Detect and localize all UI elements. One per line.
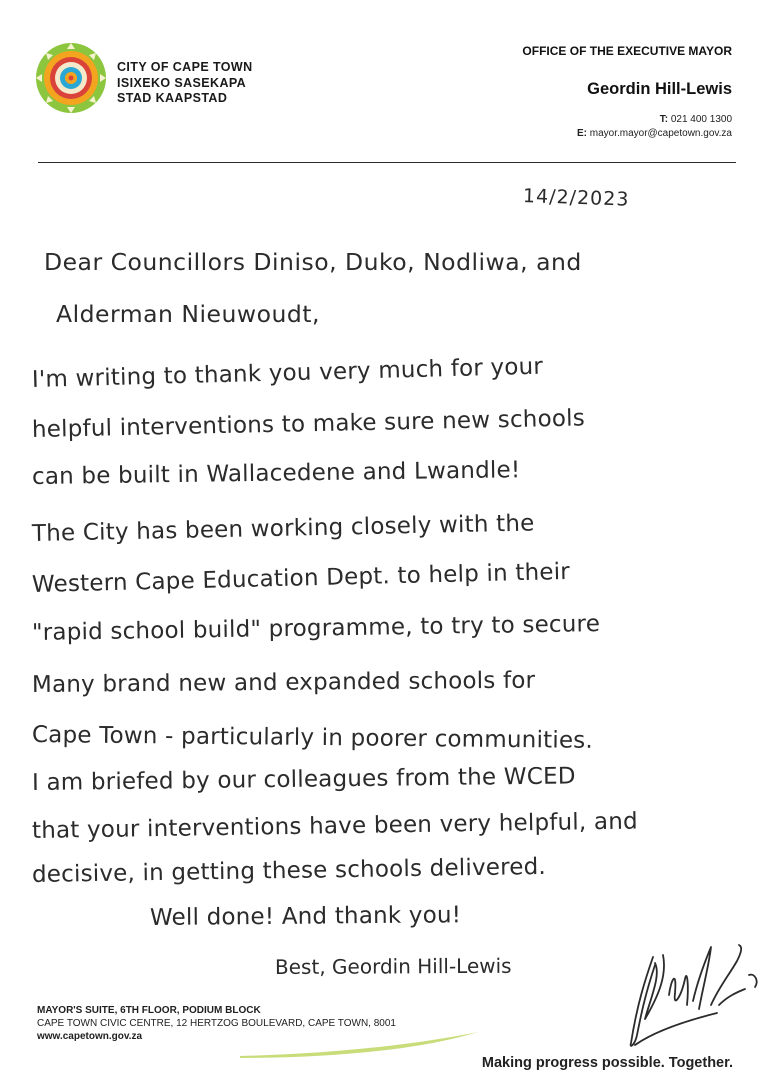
header-divider (38, 162, 736, 163)
office-title: OFFICE OF THE EXECUTIVE MAYOR (522, 44, 732, 58)
footer-suite: MAYOR'S SUITE, 6TH FLOOR, PODIUM BLOCK (37, 1005, 261, 1016)
salutation-line-2: Alderman Nieuwoudt, (56, 300, 320, 328)
letter-body-line: Western Cape Education Dept. to help in their (31, 558, 571, 598)
letter-signoff: Best, Geordin Hill-Lewis (274, 953, 512, 979)
letter-body-line: The City has been working closely with the (31, 510, 535, 547)
footer-website-link[interactable]: www.capetown.gov.za (37, 1031, 143, 1042)
city-of-cape-town-logo (34, 41, 108, 115)
letter-body-line: can be built in Wallacedene and Lwandle! (31, 457, 521, 490)
phone-line (577, 113, 732, 127)
footer-tagline: Making progress possible. Together. (481, 1055, 733, 1071)
city-name-english: CITY OF CAPE TOWN (117, 60, 253, 74)
handwritten-signature (615, 935, 765, 1053)
letter-body-line: I am briefed by our colleagues from the WCED (31, 763, 576, 796)
footer-street: CAPE TOWN CIVIC CENTRE, 12 HERTZOG BOULEVARD, CAPE TOWN, 8001 (37, 1018, 396, 1029)
letter-date: 14/2/2023 (522, 185, 630, 211)
letter-body-line: I'm writing to thank you very much for your (31, 353, 544, 393)
letter-body-line: Many brand new and expanded schools for (31, 667, 536, 698)
footer-swoosh-decoration (240, 1030, 480, 1060)
salutation-line-1: Dear Councillors Diniso, Duko, Nodliwa, and (44, 248, 582, 276)
email-line (577, 127, 732, 141)
phone-number: 021 400 1300 (670, 114, 732, 125)
city-name-afrikaans: STAD KAAPSTAD (117, 91, 228, 105)
phone-label: T: (659, 114, 669, 125)
contact-details (577, 113, 732, 141)
city-name-xhosa: ISIXEKO SASEKAPA (117, 75, 247, 90)
city-name-block (117, 60, 253, 107)
letter-body-line: Cape Town - particularly in poorer communities. (31, 722, 594, 754)
letter-body-line: "rapid school build" programme, to try to secure (31, 611, 601, 646)
email-address: mayor.mayor@capetown.gov.za (589, 128, 732, 139)
letter-body-line: decisive, in getting these schools delivered. (31, 853, 547, 888)
letter-closing-line: Well done! And thank you! (149, 902, 462, 931)
letter-body-line: that your interventions have been very helpful, and (31, 808, 639, 844)
letter-body-line: helpful interventions to make sure new schools (31, 405, 586, 443)
mayor-name: Geordin Hill-Lewis (587, 80, 732, 98)
email-label: E: (576, 128, 587, 139)
